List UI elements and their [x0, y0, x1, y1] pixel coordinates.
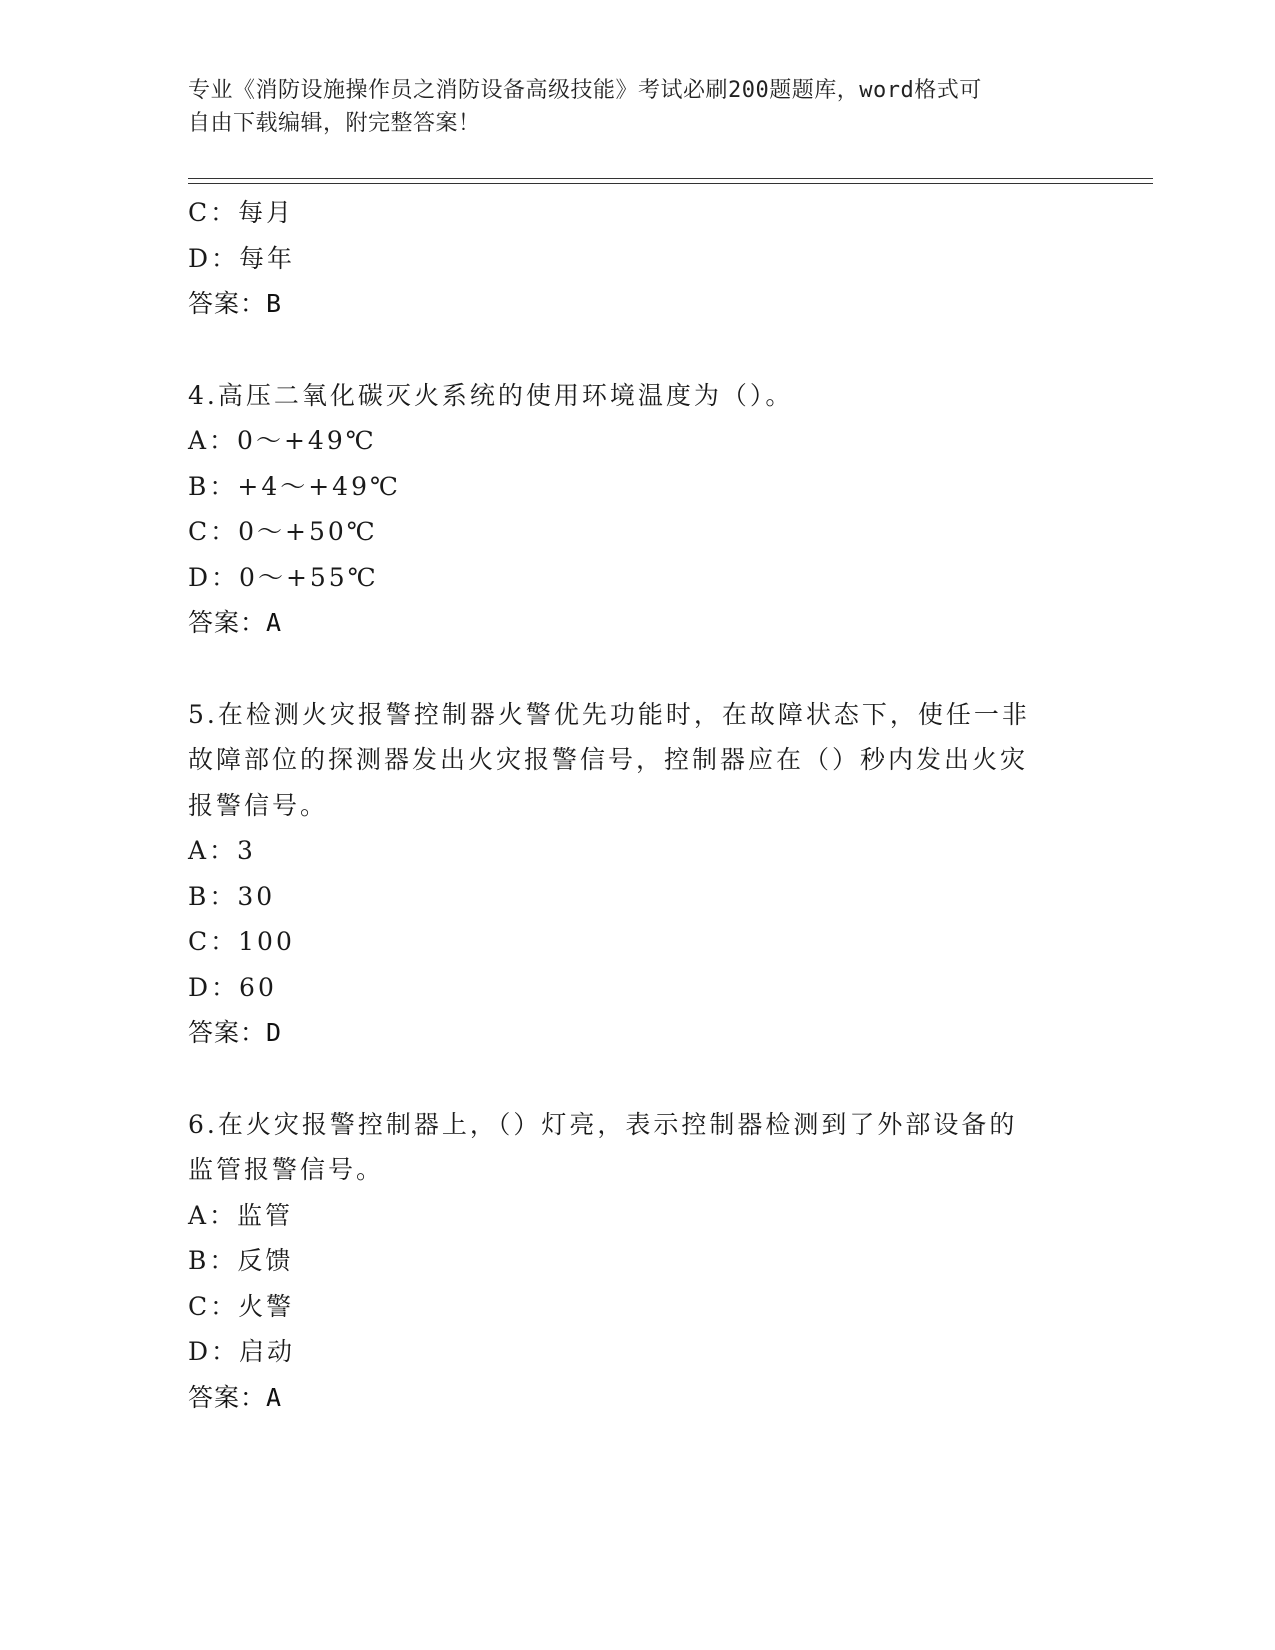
question-stem-line-1: 6.在火灾报警控制器上，（）灯亮，表示控制器检测到了外部设备的 — [188, 1109, 1018, 1139]
question-6 — [188, 1102, 1068, 1421]
option-c: C：每月 — [188, 198, 295, 227]
answer-line: 答案：D — [188, 1018, 283, 1047]
question-3-continued — [188, 190, 1068, 327]
question-stem-line-3: 报警信号。 — [188, 790, 329, 820]
option-c: C：火警 — [188, 1291, 295, 1321]
option-d: D：60 — [188, 972, 277, 1002]
question-5 — [188, 692, 1068, 1056]
option-c: C：0～+50℃ — [188, 517, 378, 546]
question-stem: 4.高压二氧化碳灭火系统的使用环境温度为（）。 — [188, 380, 794, 410]
question-stem-line-2: 监管报警信号。 — [188, 1155, 385, 1184]
answer-line: 答案：A — [188, 1382, 283, 1412]
header-divider-bottom — [188, 183, 1153, 184]
option-a: A：0～+49℃ — [188, 426, 377, 455]
question-4 — [188, 373, 1068, 646]
header-divider-top — [188, 178, 1153, 179]
answer-line: 答案：B — [188, 289, 283, 318]
option-d: D：0～+55℃ — [188, 562, 379, 592]
answer-line: 答案：A — [188, 608, 283, 637]
header-line-2: 自由下载编辑，附完整答案！ — [188, 111, 481, 136]
document-header — [188, 74, 1068, 140]
option-a: A：3 — [188, 836, 256, 865]
option-d: D：每年 — [188, 243, 296, 273]
question-stem-line-2: 故障部位的探测器发出火灾报警信号，控制器应在（）秒内发出火灾 — [188, 745, 1029, 774]
option-b: B：反馈 — [188, 1246, 294, 1275]
option-c: C：100 — [188, 927, 295, 956]
option-a: A：监管 — [188, 1200, 294, 1230]
header-line-1: 专业《消防设施操作员之消防设备高级技能》考试必刷200题题库，word格式可 — [188, 78, 982, 103]
question-stem-line-1: 5.在检测火灾报警控制器火警优先功能时，在故障状态下，使任一非 — [188, 699, 1030, 729]
question-list — [188, 190, 1068, 1420]
option-b: B：30 — [188, 881, 276, 911]
option-d: D：启动 — [188, 1337, 296, 1366]
option-b: B：+4～+49℃ — [188, 471, 401, 501]
